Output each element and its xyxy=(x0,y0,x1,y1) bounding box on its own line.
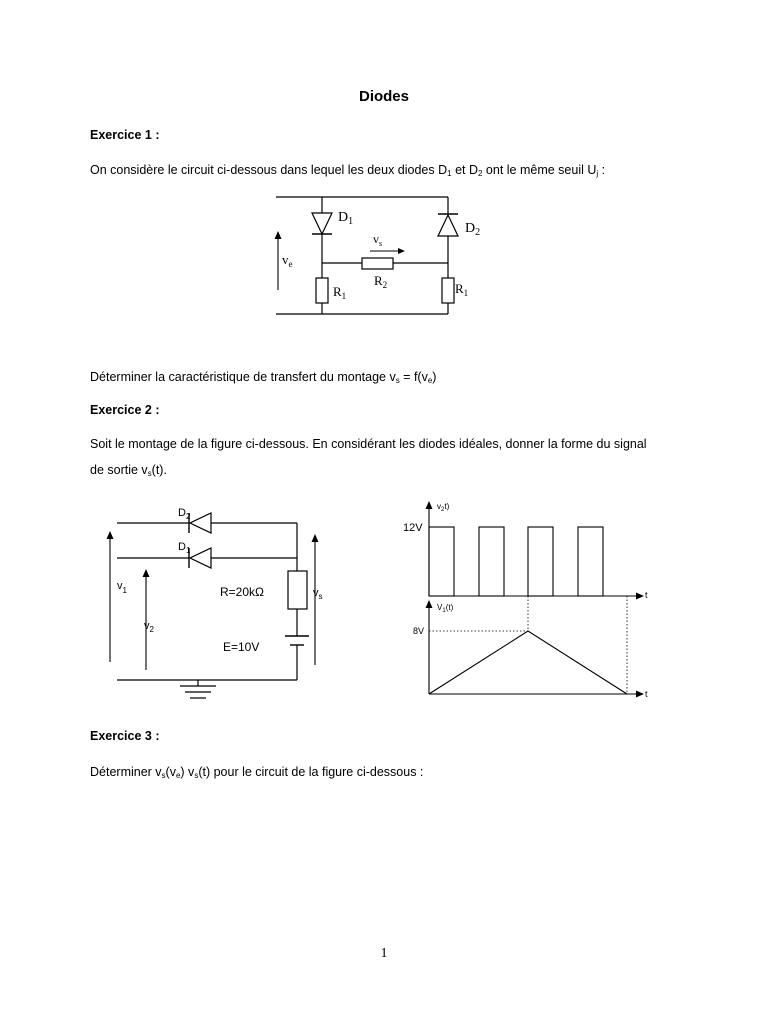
v1-peak-label: 8V xyxy=(413,626,425,636)
label-d2: $D_2$ xyxy=(178,507,191,521)
label-d2: $D_2$ xyxy=(465,221,481,238)
label-ve: $v_e$ xyxy=(282,252,293,269)
page-title: Diodes xyxy=(358,88,409,105)
label-r1-left: $R_1$ xyxy=(333,284,347,301)
page-number: 1 xyxy=(380,946,388,961)
exercise-3-text: Déterminer $v_s(v_e)$ $v_s(t)$ pour le circuit de la figure ci-dessous : xyxy=(90,765,424,780)
diode-d1-symbol xyxy=(312,213,332,234)
v2-axis-label: $v_2t$) xyxy=(437,502,450,513)
exercise-2-heading: Exercice 2 : xyxy=(90,403,160,417)
label-d1: $D_1$ xyxy=(338,210,354,227)
label-vs: $v_s$ xyxy=(373,232,383,248)
diode-d2-symbol xyxy=(438,215,458,236)
label-r1-right: $R_1$ xyxy=(455,281,469,298)
resistor-r2-symbol xyxy=(362,258,393,269)
exercise-2-text: Soit le montage de la figure ci-dessous. En considérant les diodes idéales, donner la forme du signal de sortie $v_s(t)$. xyxy=(90,437,647,478)
label-vs: $v_s$ xyxy=(313,587,323,601)
label-e-value: E=10V xyxy=(223,640,260,654)
label-r-value: R=20kΩ xyxy=(220,585,264,599)
exercise-1-heading: Exercice 1 : xyxy=(90,128,160,142)
exercise-3-heading: Exercice 3 : xyxy=(90,729,160,743)
exercise-1-question: Déterminer la caractéristique de transfert du montage $v_s = f(v_e)$ xyxy=(90,370,437,385)
label-v2: $v_2$ xyxy=(144,620,154,634)
resistor-r1-left-symbol xyxy=(316,278,328,303)
v1-time-label: t xyxy=(645,689,648,699)
v2-level-label: 12V xyxy=(403,522,423,534)
v2-time-label: t xyxy=(645,590,648,600)
v1-axis-label: $V_1(t)$ xyxy=(437,603,454,614)
label-v1: $v_1$ xyxy=(117,580,127,595)
resistor-r1-right-symbol xyxy=(442,278,454,303)
label-r2: $R_2$ xyxy=(374,273,388,290)
label-d1: $D_1$ xyxy=(178,541,191,555)
exercise-1-intro: On considère le circuit ci-dessous dans lequel les deux diodes $D_1$ et $D_2$ ont le même seuil $U_j$ : xyxy=(90,163,606,178)
